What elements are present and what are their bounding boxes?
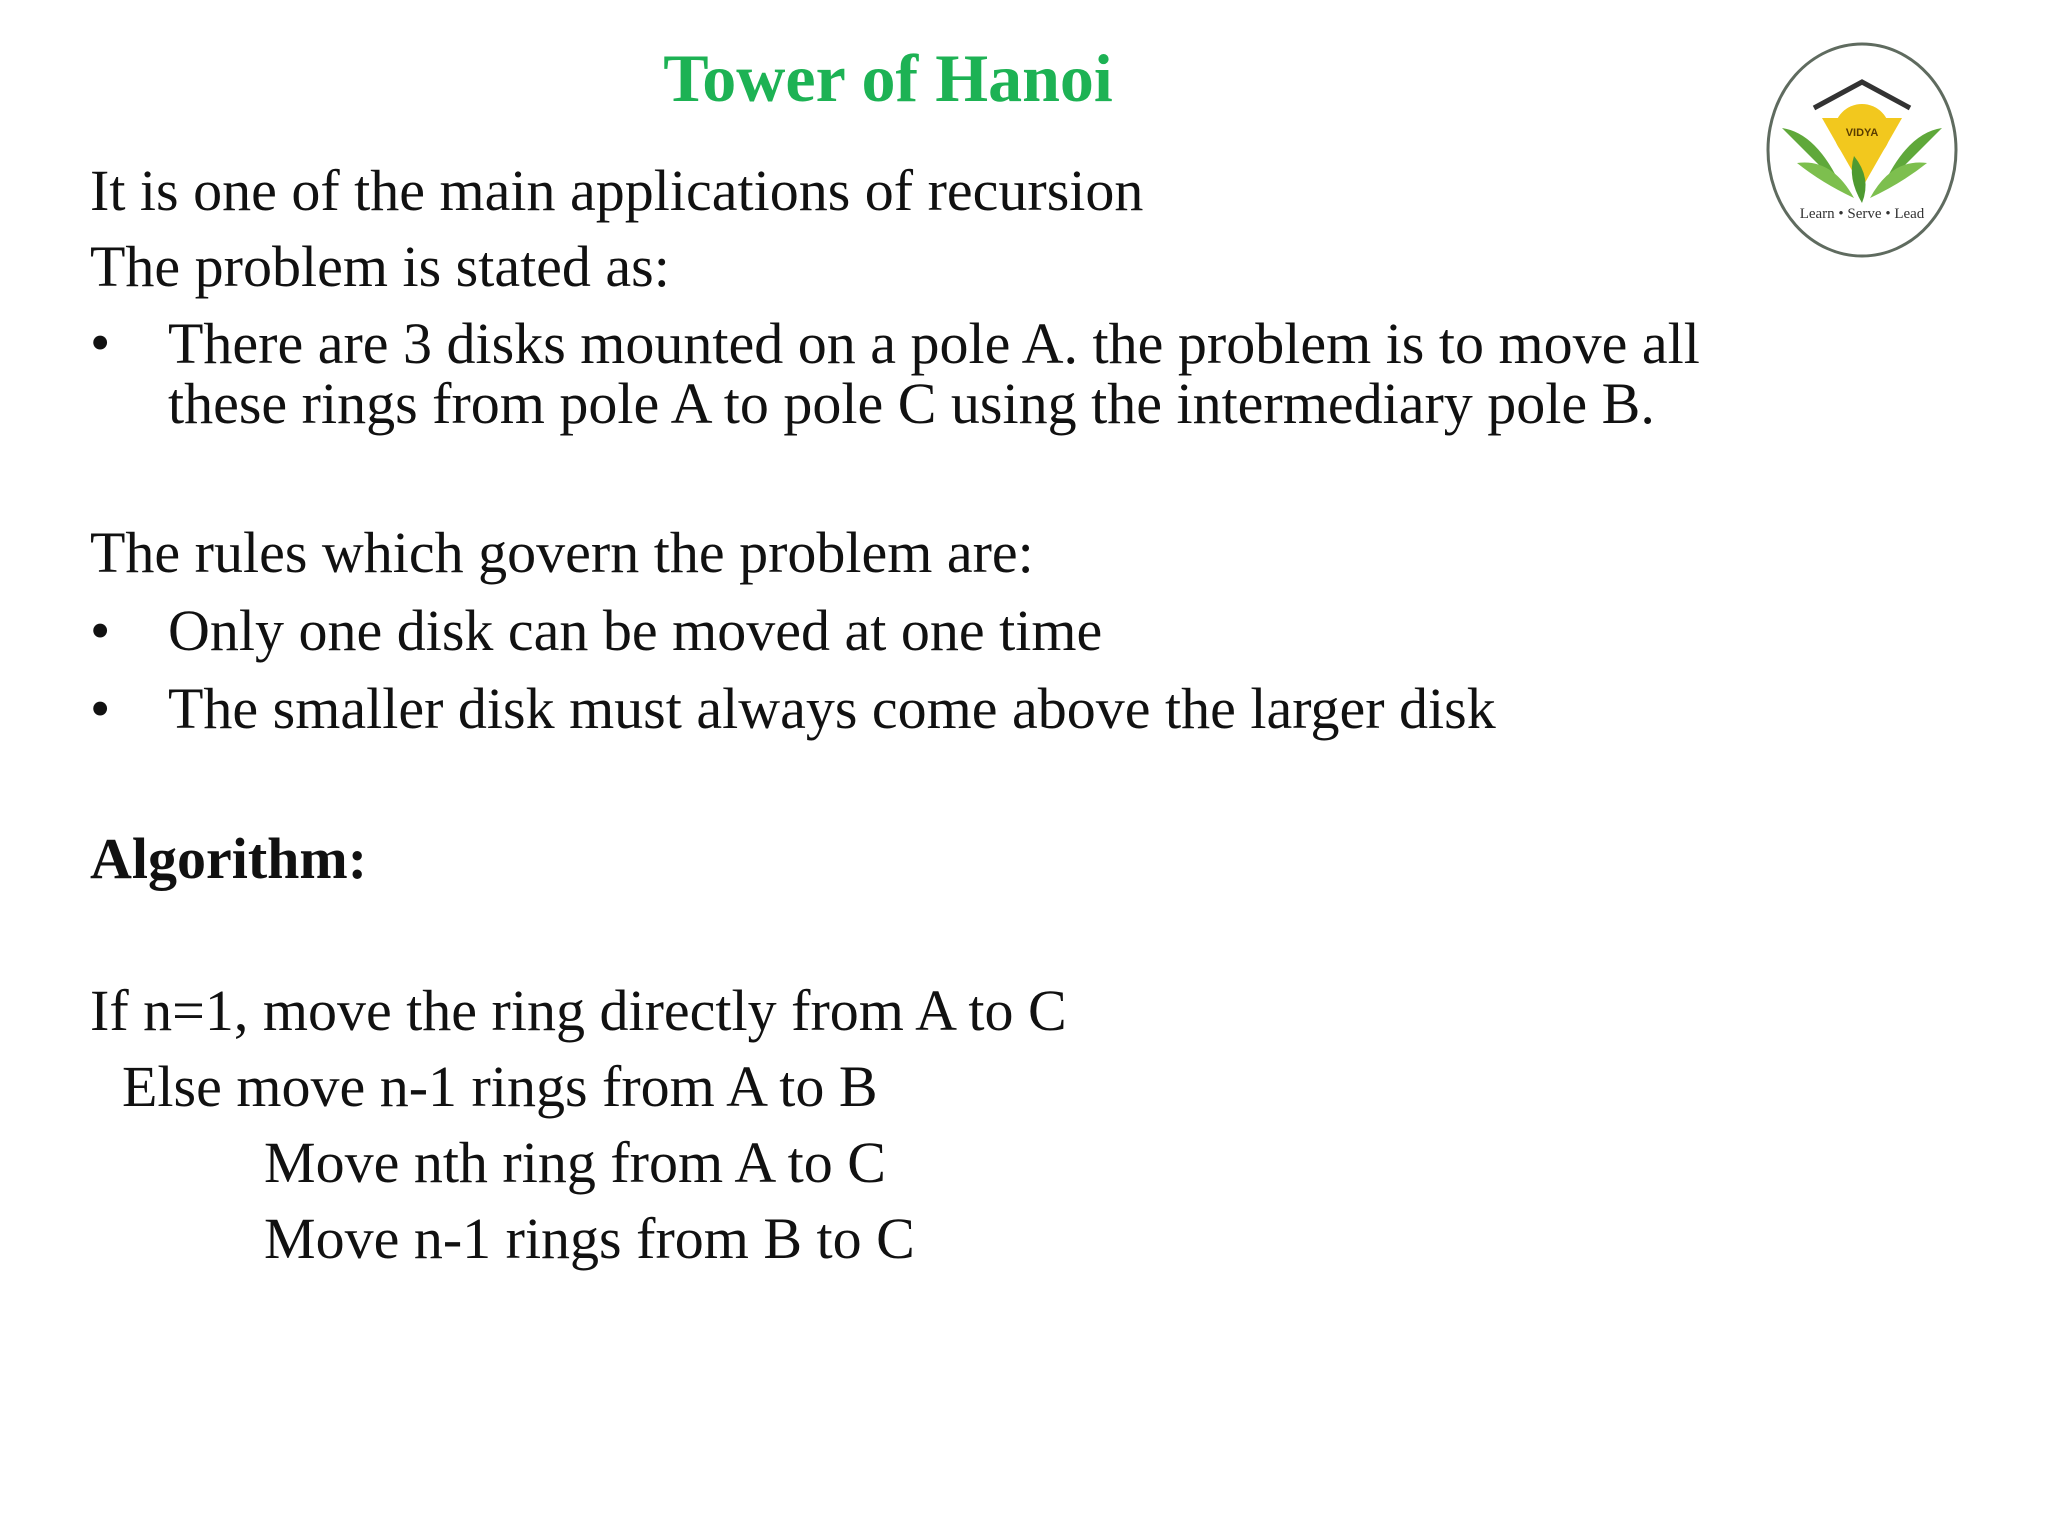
rule-item-2: The smaller disk must always come above the larger disk: [168, 676, 1496, 741]
logo-name: VIDYA: [1845, 127, 1879, 139]
vidya-logo: [1762, 38, 1962, 258]
intro-line-2: The problem is stated as:: [90, 234, 670, 299]
intro-line-1: It is one of the main applications of recursion: [90, 158, 1144, 223]
bullet-marker: •: [90, 310, 111, 375]
rule-item-1: Only one disk can be moved at one time: [168, 598, 1103, 663]
bullet-marker: •: [90, 676, 111, 741]
algorithm-line-3: Move nth ring from A to C: [264, 1130, 886, 1195]
logo-tagline: Learn • Serve • Lead: [1799, 206, 1925, 222]
algorithm-line-4: Move n-1 rings from B to C: [264, 1206, 915, 1271]
problem-bullet-line-2: these rings from pole A to pole C using the intermediary pole B.: [168, 371, 1655, 436]
problem-bullet-line-1: There are 3 disks mounted on a pole A. the problem is to move all: [168, 311, 1700, 376]
bullet-marker: •: [90, 598, 111, 663]
algorithm-line-2: Else move n-1 rings from A to B: [122, 1054, 878, 1119]
slide-title: Tower of Hanoi: [663, 40, 1113, 116]
rules-heading: The rules which govern the problem are:: [90, 520, 1034, 585]
algorithm-line-1: If n=1, move the ring directly from A to C: [90, 978, 1067, 1043]
algorithm-heading: Algorithm:: [90, 826, 368, 891]
